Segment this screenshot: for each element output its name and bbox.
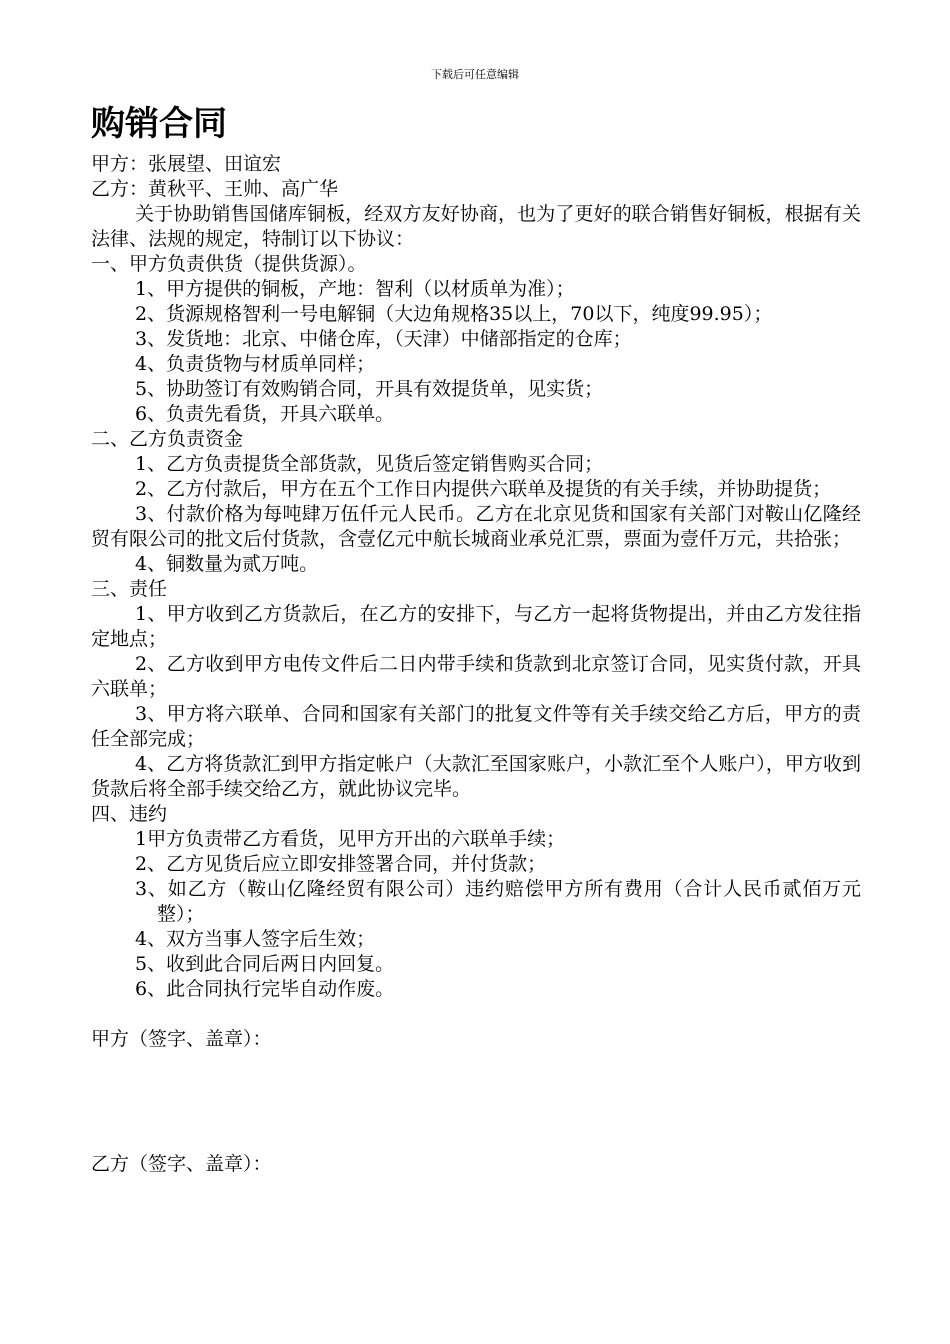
contract-body: [91, 152, 861, 1177]
section-1-item: 4、负责货物与材质单同样；: [135, 353, 376, 375]
intro-paragraph: 关于协助销售国储库铜板，经双方友好协商，也为了更好的联合销售好铜板，根据有关法律、法规的规定，特制订以下协议：: [91, 203, 861, 250]
section-4-item: 6、此合同执行完毕自动作废。: [135, 978, 395, 1000]
spacer: [91, 1002, 861, 1027]
section-2-item: 1、乙方负责提货全部货款，见货后签定销售购买合同；: [135, 453, 604, 475]
header-note: 下载后可任意编辑: [431, 68, 519, 81]
section-4-item: 5、收到此合同后两日内回复。: [135, 953, 395, 975]
section-3-heading: 三、责任: [91, 578, 168, 600]
section-2-heading: 二、乙方负责资金: [91, 428, 244, 450]
party-b: 乙方：黄秋平、王帅、高广华: [91, 178, 339, 200]
signature-space: [91, 1052, 861, 1152]
section-3-item: 2、乙方收到甲方电传文件后二日内带手续和货款到北京签订合同，见实货付款，开具六联单；: [91, 653, 861, 700]
section-1-item: 3、发货地：北京、中储仓库，（天津）中储部指定的仓库；: [135, 328, 632, 350]
section-3-item: 4、乙方将货款汇到甲方指定帐户（大款汇至国家账户，小款汇至个人账户），甲方收到货款后将全部手续交给乙方，就此协议完毕。: [91, 753, 861, 800]
section-1-item: 5、协助签订有效购销合同，开具有效提货单，见实货；: [135, 378, 604, 400]
section-4-item: 2、乙方见货后应立即安排签署合同，并付货款；: [135, 853, 547, 875]
section-3-item: 1、甲方收到乙方货款后，在乙方的安排下，与乙方一起将货物提出，并由乙方发往指定地点；: [91, 603, 861, 650]
section-1-item: 2、货源规格智利一号电解铜（大边角规格35以上，70以下，纯度99.95）；: [135, 303, 773, 325]
section-3-item: 3、甲方将六联单、合同和国家有关部门的批复文件等有关手续交给乙方后，甲方的责任全部完成；: [91, 703, 861, 750]
section-2-item: 3、付款价格为每吨肆万伍仟元人民币。乙方在北京见货和国家有关部门对鞍山亿隆经贸有限公司的批文后付货款，含壹亿元中航长城商业承兑汇票，票面为壹仟万元，共拾张；: [91, 503, 861, 550]
section-1-heading: 一、甲方负责供货（提供货源）。: [91, 253, 367, 275]
section-1-item: 1、甲方提供的铜板，产地：智利（以材质单为准）；: [135, 278, 575, 300]
section-4-item: 1甲方负责带乙方看货，见甲方开出的六联单手续；: [135, 828, 566, 850]
section-2-item: 4、铜数量为贰万吨。: [135, 553, 319, 575]
section-4-item: 3、如乙方（鞍山亿隆经贸有限公司）违约赔偿甲方所有费用（合计人民币贰佰万元整）；: [135, 878, 861, 925]
signature-party-b: 乙方（签字、盖章）：: [91, 1153, 272, 1175]
section-4-heading: 四、违约: [91, 803, 168, 825]
document-title: 购销合同: [91, 104, 227, 144]
section-4-item: 4、双方当事人签字后生效；: [135, 928, 376, 950]
section-1-item: 6、负责先看货，开具六联单。: [135, 403, 395, 425]
party-a: 甲方：张展望、田谊宏: [91, 153, 282, 175]
signature-party-a: 甲方（签字、盖章）：: [91, 1028, 272, 1050]
section-2-item: 2、乙方付款后，甲方在五个工作日内提供六联单及提货的有关手续，并协助提货；: [135, 478, 832, 500]
